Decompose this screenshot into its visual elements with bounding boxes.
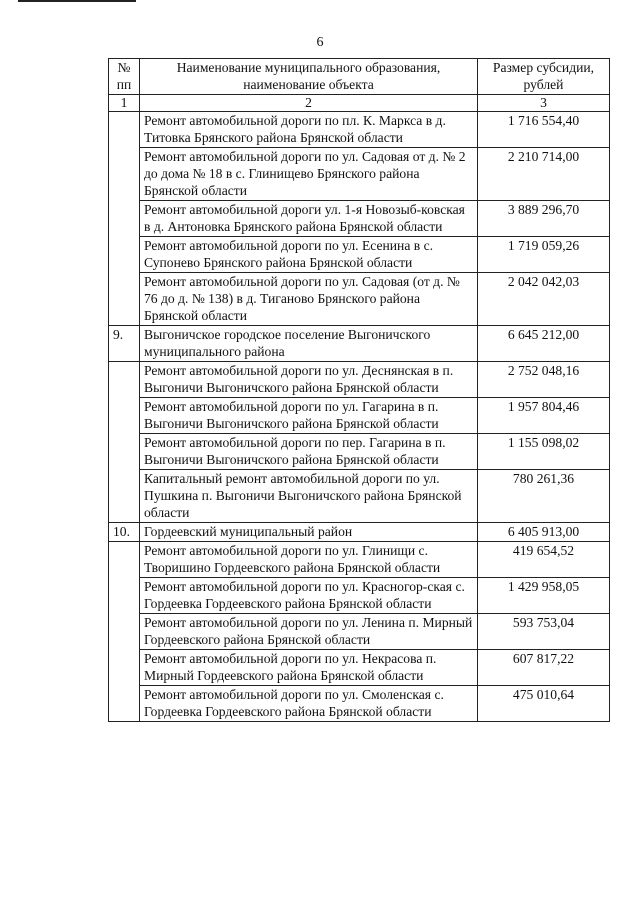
row-name: Ремонт автомобильной дороги по ул. Садовая от д. № 2 до дома № 18 в с. Глинищево Брянского района Брянской области [140,148,478,201]
header-sum: Размер субсидии, рублей [478,59,610,95]
header-number: № пп [109,59,140,95]
row-number [109,112,140,326]
row-sum: 2 042 042,03 [478,273,610,326]
index-cell: 3 [478,95,610,112]
row-number [109,362,140,523]
row-sum: 419 654,52 [478,542,610,578]
row-name: Гордеевский муниципальный район [140,523,478,542]
row-sum: 1 429 958,05 [478,578,610,614]
table-row [109,112,610,148]
row-name: Капитальный ремонт автомобильной дороги по ул. Пушкина п. Выгоничи Выгоничского района Брянской области [140,470,478,523]
table-row [109,614,610,650]
row-sum: 1 155 098,02 [478,434,610,470]
table-row [109,148,610,201]
row-name: Ремонт автомобильной дороги по ул. Деснянская в п. Выгоничи Выгоничского района Брянской области [140,362,478,398]
table-row [109,237,610,273]
table-row [109,362,610,398]
row-name: Ремонт автомобильной дороги по пер. Гагарина в п. Выгоничи Выгоничского района Брянской области [140,434,478,470]
row-sum: 1 719 059,26 [478,237,610,273]
row-sum: 6 405 913,00 [478,523,610,542]
row-sum: 3 889 296,70 [478,201,610,237]
row-name: Выгоничское городское поселение Выгоничского муниципального района [140,326,478,362]
table-header-row [109,59,610,95]
table-row [109,542,610,578]
row-sum: 6 645 212,00 [478,326,610,362]
row-number: 9. [109,326,140,362]
page-number: 6 [316,35,324,50]
index-row [109,95,610,112]
row-name: Ремонт автомобильной дороги ул. 1-я Новозыб-ковская в д. Антоновка Брянского района Брянской области [140,201,478,237]
row-sum: 593 753,04 [478,614,610,650]
row-sum: 1 716 554,40 [478,112,610,148]
row-name: Ремонт автомобильной дороги по ул. Красногор-ская с. Гордеевка Гордеевского района Брянской области [140,578,478,614]
top-rule [18,0,136,2]
row-name: Ремонт автомобильной дороги по ул. Некрасова п. Мирный Гордеевского района Брянской области [140,650,478,686]
table-row [109,201,610,237]
row-number [109,542,140,722]
row-name: Ремонт автомобильной дороги по ул. Глинищи с. Творишино Гордеевского района Брянской области [140,542,478,578]
row-number: 10. [109,523,140,542]
row-name: Ремонт автомобильной дороги по пл. К. Маркса в д. Титовка Брянского района Брянской области [140,112,478,148]
table-row [109,434,610,470]
row-name: Ремонт автомобильной дороги по ул. Садовая (от д. № 76 до д. № 138) в д. Тиганово Брянского района Брянской области [140,273,478,326]
table-row [109,578,610,614]
row-sum: 780 261,36 [478,470,610,523]
row-name: Ремонт автомобильной дороги по ул. Смоленская с. Гордеевка Гордеевского района Брянской области [140,686,478,722]
row-name: Ремонт автомобильной дороги по ул. Гагарина в п. Выгоничи Выгоничского района Брянской области [140,398,478,434]
table-row [109,273,610,326]
row-name: Ремонт автомобильной дороги по ул. Есенина в с. Супонево Брянского района Брянской области [140,237,478,273]
row-sum: 1 957 804,46 [478,398,610,434]
header-name: Наименование муниципального образования, наименование объекта [140,59,478,95]
row-name: Ремонт автомобильной дороги по ул. Ленина п. Мирный Гордеевского района Брянской области [140,614,478,650]
row-sum: 475 010,64 [478,686,610,722]
table-row [109,523,610,542]
row-sum: 2 752 048,16 [478,362,610,398]
row-sum: 607 817,22 [478,650,610,686]
table-row [109,686,610,722]
subsidy-table [108,58,610,722]
row-sum: 2 210 714,00 [478,148,610,201]
table-row [109,650,610,686]
table-row [109,470,610,523]
index-cell: 1 [109,95,140,112]
table-row [109,398,610,434]
table-row [109,326,610,362]
index-cell: 2 [140,95,478,112]
